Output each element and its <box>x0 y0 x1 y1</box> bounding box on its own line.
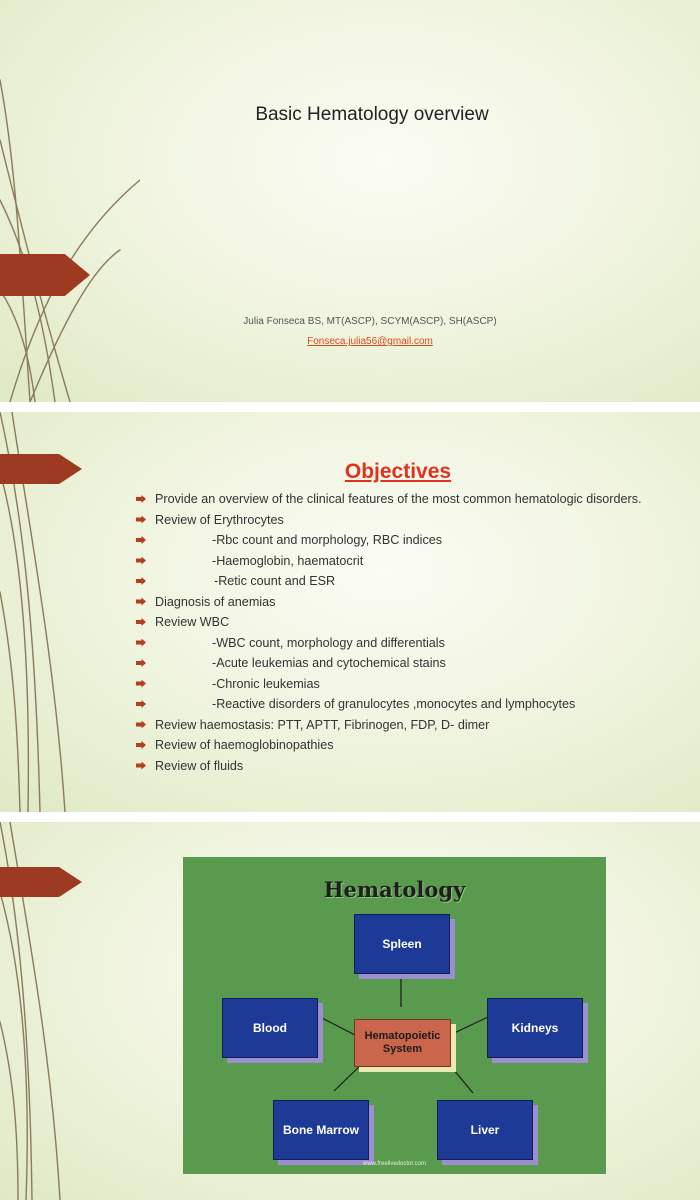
list-item: Review WBC <box>136 615 656 629</box>
arrow-bullet-icon <box>136 721 146 729</box>
list-item: Provide an overview of the clinical features of the most common hematologic disorders. <box>136 492 656 506</box>
arrow-bullet-icon <box>136 659 146 667</box>
diagram-source-url: www.freelivedoctor.com <box>362 1161 427 1167</box>
hematology-diagram <box>183 857 606 1174</box>
slide-title <box>0 0 700 402</box>
presentation-title: Basic Hematology overview <box>255 104 489 125</box>
arrow-bullet-icon <box>136 598 146 606</box>
author-email-link[interactable]: Fonseca.julia56@gmail.com <box>307 336 433 347</box>
author-credentials: Julia Fonseca BS, MT(ASCP), SCYM(ASCP), SH(ASCP) <box>243 316 497 327</box>
arrow-bullet-icon <box>136 557 146 565</box>
node-liver: Liver <box>437 1100 533 1160</box>
diagram-title: Hematology <box>323 877 466 902</box>
arrow-bullet-icon <box>136 639 146 647</box>
node-bone-marrow: Bone Marrow <box>273 1100 369 1160</box>
list-item: -WBC count, morphology and differentials <box>136 636 656 650</box>
node-hematopoietic-system: Hematopoietic System <box>354 1019 451 1067</box>
arrow-bullet-icon <box>136 762 146 770</box>
list-item: -Acute leukemias and cytochemical stains <box>136 656 656 670</box>
objectives-list <box>136 492 656 779</box>
arrow-bullet-icon <box>136 536 146 544</box>
slide-objectives <box>0 412 700 812</box>
arrow-bullet-icon <box>136 577 146 585</box>
list-item: Review haemostasis: PTT, APTT, Fibrinogen, FDP, D- dimer <box>136 718 656 732</box>
list-item: Review of Erythrocytes <box>136 513 656 527</box>
node-spleen: Spleen <box>354 914 450 974</box>
list-item: -Rbc count and morphology, RBC indices <box>136 533 656 547</box>
list-item: Review of haemoglobinopathies <box>136 738 656 752</box>
list-item: Diagnosis of anemias <box>136 595 656 609</box>
list-item: -Chronic leukemias <box>136 677 656 691</box>
arrow-bullet-icon <box>136 618 146 626</box>
arrow-bullet-icon <box>136 700 146 708</box>
arrow-bullet-icon <box>136 741 146 749</box>
objectives-heading: Objectives <box>344 460 452 483</box>
list-item: -Haemoglobin, haematocrit <box>136 554 656 568</box>
list-item: -Reactive disorders of granulocytes ,monocytes and lymphocytes <box>136 697 656 711</box>
list-item: Review of fluids <box>136 759 656 773</box>
slide-hematology-diagram <box>0 822 700 1200</box>
arrow-bullet-icon <box>136 495 146 503</box>
node-blood: Blood <box>222 998 318 1058</box>
node-kidneys: Kidneys <box>487 998 583 1058</box>
arrow-bullet-icon <box>136 516 146 524</box>
list-item: -Retic count and ESR <box>136 574 656 588</box>
arrow-bullet-icon <box>136 680 146 688</box>
